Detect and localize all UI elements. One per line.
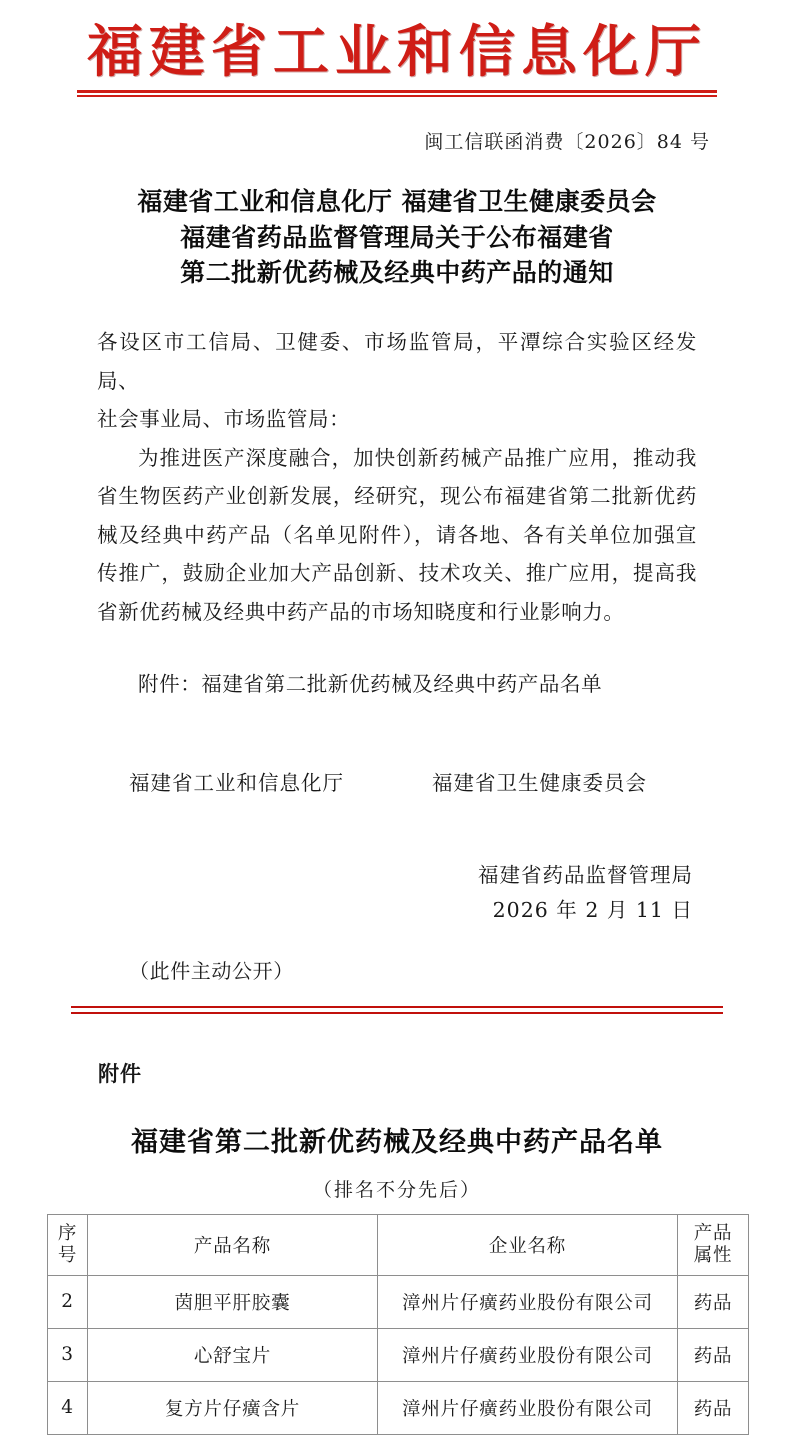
masthead-title: 福建省工业和信息化厅 (87, 19, 707, 85)
column-header-index-char-2: 号 (57, 1244, 78, 1266)
addressee-line-2: 社会事业局、市场监管局： (97, 407, 351, 432)
signature-org-bottom: 福建省药品监督管理局 (478, 863, 693, 888)
column-header-product: 产品名称 (88, 1214, 378, 1275)
signature-organizations-row (97, 766, 697, 796)
column-header-company: 企业名称 (378, 1214, 678, 1275)
signature-date: 2026 年 2 月 11 日 (492, 898, 693, 923)
signature-block (93, 858, 701, 929)
table-row (48, 1275, 749, 1328)
cell-company: 漳州片仔癀药业股份有限公司 (378, 1381, 678, 1434)
body-text (97, 323, 697, 631)
table-header-row (48, 1214, 749, 1275)
column-header-index (48, 1214, 88, 1275)
cell-attribute: 药品 (678, 1328, 749, 1381)
table-row (48, 1381, 749, 1434)
attachment-reference: 附件：福建省第二批新优药械及经典中药产品名单 (138, 672, 603, 697)
masthead (0, 0, 794, 97)
cell-index: 4 (48, 1381, 88, 1434)
masthead-divider (77, 90, 717, 97)
cell-index: 3 (48, 1328, 88, 1381)
column-header-attribute-line-2: 属性 (693, 1244, 733, 1266)
column-header-attribute (678, 1214, 749, 1275)
page-title (0, 184, 794, 291)
attachment-title: 福建省第二批新优药械及经典中药产品名单 (131, 1126, 663, 1158)
cell-attribute: 药品 (678, 1275, 749, 1328)
column-header-index-char-1: 序 (57, 1223, 78, 1245)
attachment-subtitle: （排名不分先后） (312, 1178, 481, 1201)
cell-attribute: 药品 (678, 1381, 749, 1434)
attachment-label: 附件 (98, 1061, 142, 1086)
column-header-attribute-line-1: 产品 (693, 1223, 733, 1245)
page-title-line-2: 福建省药品监督管理局关于公布福建省 (180, 222, 614, 252)
cell-product: 复方片仔癀含片 (88, 1381, 378, 1434)
document-number: 闽工信联函消费〔2026〕84 号 (424, 131, 710, 154)
section-divider (71, 1006, 723, 1014)
public-disclosure-note: （此件主动公开） (129, 958, 294, 983)
cell-index: 2 (48, 1275, 88, 1328)
body-paragraph: 为推进医产深度融合，加快创新药械产品推广应用，推动我省生物医药产业创新发展，经研究，现公布福建省第二批新优药械及经典中药产品（名单见附件），请各地、各有关单位加强宣传推广，鼓励企业加大产品创新、技术攻关、推广应用，提高我省新优药械及经典中药产品的市场知晓度和行业影响力。 (97, 445, 697, 624)
signature-org-left: 福建省工业和信息化厅 (129, 771, 344, 796)
page-title-line-3: 第二批新优药械及经典中药产品的通知 (180, 258, 614, 288)
cell-company: 漳州片仔癀药业股份有限公司 (378, 1328, 678, 1381)
product-table (47, 1214, 749, 1435)
cell-company: 漳州片仔癀药业股份有限公司 (378, 1275, 678, 1328)
cell-product: 茵胆平肝胶囊 (88, 1275, 378, 1328)
table-row (48, 1328, 749, 1381)
cell-product: 心舒宝片 (88, 1328, 378, 1381)
page-title-line-1: 福建省工业和信息化厅 福建省卫生健康委员会 (137, 187, 657, 217)
addressee-line-1: 各设区市工信局、卫健委、市场监管局，平潭综合实验区经发局、 (97, 329, 697, 393)
signature-org-right: 福建省卫生健康委员会 (432, 771, 647, 796)
